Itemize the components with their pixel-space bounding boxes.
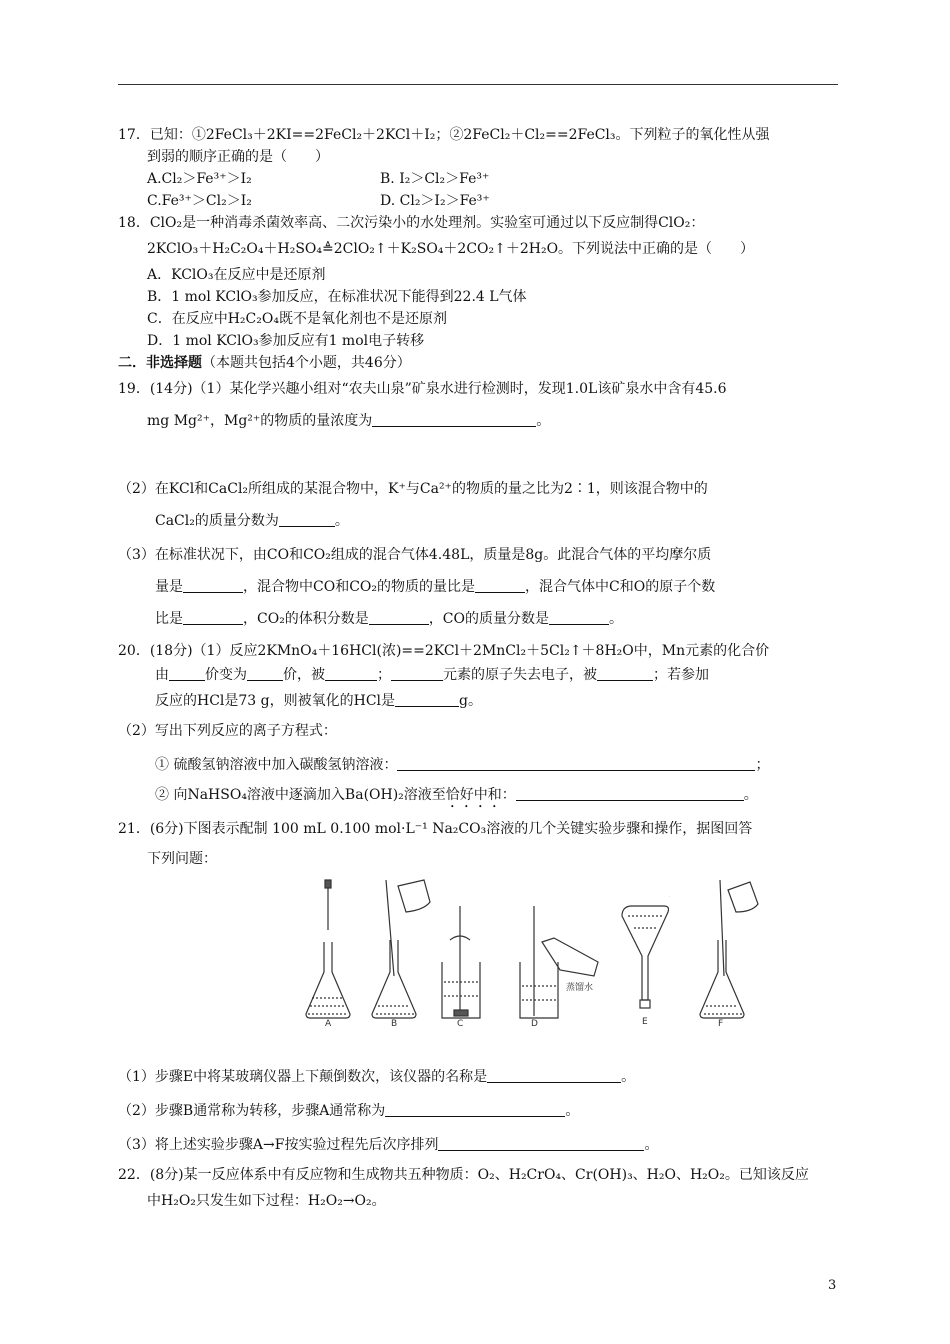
q20-item2-emphasis: 恰好中和 <box>445 787 502 803</box>
q19-part1-line1: 19．(14分)（1）某化学兴趣小组对“农夫山泉”矿泉水进行检测时，发现1.0L该矿泉水中含有45.6 <box>118 381 727 397</box>
q21-apparatus-figure <box>298 876 670 1026</box>
q20-text-b: 价变为 <box>205 667 247 683</box>
q19-part3-line3 <box>155 610 623 628</box>
fig-label-d: D <box>531 1019 538 1026</box>
q19-part3-text-d: 比是 <box>155 611 183 627</box>
q20-text-c: 价，被 <box>283 667 325 683</box>
q19-part1-text: mg Mg²⁺，Mg²⁺的物质的量浓度为 <box>147 413 373 429</box>
q19-answer-blank-1[interactable] <box>372 412 536 427</box>
q19-answer-blank-2[interactable] <box>279 512 335 527</box>
q18-stem-line2: 2KClO₃＋H₂C₂O₄＋H₂SO₄≜2ClO₂↑＋K₂SO₄＋2CO₂↑＋2H₂O。下列说法中正确的是（ ） <box>147 241 755 257</box>
q20-item2-text: ② 向NaHSO₄溶液中逐滴加入Ba(OH)₂溶液至 <box>155 787 446 803</box>
q19-part2-line2 <box>155 512 349 530</box>
q21-answer-blank-1[interactable] <box>487 1068 621 1083</box>
section-title: 二．非选择题 <box>118 355 202 371</box>
fig-label-c: C <box>457 1019 464 1026</box>
q20-part1-line2 <box>155 666 709 684</box>
q19-part3-end: 。 <box>609 611 624 627</box>
q19-part3-text-b: ，混合物中CO和CO₂的物质的量比是 <box>243 579 475 595</box>
q21-stem-line1: 21．(6分)下图表示配制 100 mL 0.100 mol·L⁻¹ Na₂CO₃溶液的几个关键实验步骤和操作，据图回答 <box>118 821 753 837</box>
q19-part3-text-e: ，CO₂的体积分数是 <box>243 611 369 627</box>
q22-stem-line1: 22．(8分)某一反应体系中有反应物和生成物共五种物质：O₂、H₂CrO₄、Cr(OH)₃、H₂O、H₂O₂。已知该反应 <box>118 1167 809 1183</box>
q19-answer-blank-5[interactable] <box>183 610 243 625</box>
page-number: 3 <box>828 1278 837 1293</box>
q21-sub1 <box>118 1068 635 1086</box>
q19-part3-text-a: 量是 <box>155 579 183 595</box>
q20-text-a: 由 <box>155 667 169 683</box>
q18-stem-line1: 18．ClO₂是一种消毒杀菌效率高、二次污染小的水处理剂。实验室可通过以下反应制得ClO₂： <box>118 215 705 231</box>
q20-text-f: ；若参加 <box>653 667 709 683</box>
q20-item2-end: 。 <box>743 787 758 803</box>
q19-answer-blank-4[interactable] <box>475 578 525 593</box>
step-e-flask <box>622 896 670 1008</box>
section-heading <box>118 354 411 372</box>
q20-answer-blank-1[interactable] <box>169 666 205 681</box>
q19-answer-blank-3[interactable] <box>183 578 243 593</box>
q20-item2 <box>155 786 758 811</box>
q22-stem-line2: 中H₂O₂只发生如下过程：H₂O₂→O₂。 <box>147 1193 386 1209</box>
q20-item2-colon: ： <box>501 787 516 803</box>
step-c-beaker <box>442 906 480 1018</box>
section-note: （本题共包括4个小题，共46分） <box>202 355 411 371</box>
q19-part2-end: 。 <box>334 513 349 529</box>
q21-sub3 <box>118 1136 658 1154</box>
fig-label-f: F <box>718 1019 724 1026</box>
q20-text-d: ； <box>377 667 391 683</box>
q18-option-a: A．KClO₃在反应中是还原剂 <box>147 267 326 283</box>
q17-option-b: B. I₂＞Cl₂＞Fe³⁺ <box>380 171 490 187</box>
header-rule <box>118 84 838 85</box>
q19-answer-blank-6[interactable] <box>369 610 429 625</box>
q20-part1-line1: 20．(18分)（1）反应2KMnO₄＋16HCl(浓)==2KCl＋2MnCl₂＋5Cl₂↑＋8H₂O中，Mn元素的化合价 <box>118 643 770 659</box>
q21-sub3-text: （3）将上述实验步骤A→F按实验过程先后次序排列 <box>118 1137 439 1153</box>
q20-answer-blank-5[interactable] <box>597 666 653 681</box>
fig-label-e: E <box>642 1017 648 1026</box>
q21-stem-line2: 下列问题： <box>147 851 217 867</box>
fig-label-b: B <box>391 1019 398 1026</box>
q20-item1-text: ① 硫酸氢钠溶液中加入碳酸氢钠溶液： <box>155 757 398 773</box>
q20-answer-blank-6[interactable] <box>395 692 459 707</box>
q17-option-d: D. Cl₂＞I₂＞Fe³⁺ <box>380 193 490 209</box>
q19-part1-line2 <box>147 412 550 430</box>
step-b-flask <box>372 880 430 1018</box>
q18-option-d: D．1 mol KClO₃参加反应有1 mol电子转移 <box>147 333 425 349</box>
q20-answer-blank-3[interactable] <box>325 666 377 681</box>
q19-part1-end: 。 <box>536 413 551 429</box>
q19-part2-text: CaCl₂的质量分数为 <box>155 513 279 529</box>
q17-stem-line2: 到弱的顺序正确的是（ ） <box>147 149 329 165</box>
q20-part1-line3 <box>155 692 482 710</box>
q19-part3-text-c: ，混合气体中C和O的原子个数 <box>525 579 716 595</box>
q20-answer-blank-4[interactable] <box>391 666 443 681</box>
q19-part3-line2 <box>155 578 715 596</box>
step-f-figure <box>690 876 760 1026</box>
q19-answer-blank-7[interactable] <box>549 610 609 625</box>
q21-sub2-end: 。 <box>565 1103 580 1119</box>
q21-answer-blank-2[interactable] <box>385 1102 565 1117</box>
q17-option-c: C.Fe³⁺＞Cl₂＞I₂ <box>147 193 252 209</box>
q21-sub1-end: 。 <box>621 1069 636 1085</box>
q20-text-e: 元素的原子失去电子，被 <box>443 667 597 683</box>
q21-sub1-text: （1）步骤E中将某玻璃仪器上下颠倒数次，该仪器的名称是 <box>118 1069 488 1085</box>
q17-stem-line1: 17．已知：①2FeCl₃＋2KI==2FeCl₂＋2KCl＋I₂；②2FeCl₂＋Cl₂==2FeCl₃。下列粒子的氧化性从强 <box>118 127 770 143</box>
q20-answer-blank-7[interactable] <box>397 756 755 771</box>
q20-part2-title: （2）写出下列反应的离子方程式： <box>118 723 337 739</box>
step-d-beaker <box>520 906 598 1018</box>
q20-answer-blank-2[interactable] <box>247 666 283 681</box>
q19-part3-line1: （3）在标准状况下，由CO和CO₂组成的混合气体4.48L，质量是8g。此混合气体的平均摩尔质 <box>118 547 712 563</box>
q21-answer-blank-3[interactable] <box>438 1136 644 1151</box>
q19-part3-text-f: ，CO的质量分数是 <box>428 611 550 627</box>
q20-answer-blank-8[interactable] <box>516 786 744 801</box>
q21-sub3-end: 。 <box>644 1137 659 1153</box>
q20-item1 <box>155 756 769 774</box>
step-a-flask <box>306 880 350 1018</box>
q20-text-h: g。 <box>459 693 482 709</box>
fig-label-a: A <box>325 1019 332 1026</box>
q18-option-b: B．1 mol KClO₃参加反应，在标准状况下能得到22.4 L气体 <box>147 289 527 305</box>
q19-part2-line1: （2）在KCl和CaCl₂所组成的某混合物中，K⁺与Ca²⁺的物质的量之比为2∶1，则该混合物中的 <box>118 481 708 497</box>
q18-option-c: C．在反应中H₂C₂O₄既不是氧化剂也不是还原剂 <box>147 311 447 327</box>
q21-sub2 <box>118 1102 579 1120</box>
q21-sub2-text: （2）步骤B通常称为转移，步骤A通常称为 <box>118 1103 386 1119</box>
q17-option-a: A.Cl₂＞Fe³⁺＞I₂ <box>147 171 252 187</box>
q20-text-g: 反应的HCl是73 g，则被氧化的HCl是 <box>155 693 396 709</box>
fig-water-label: 蒸馏水 <box>566 983 594 993</box>
q20-item1-end: ； <box>755 757 770 773</box>
